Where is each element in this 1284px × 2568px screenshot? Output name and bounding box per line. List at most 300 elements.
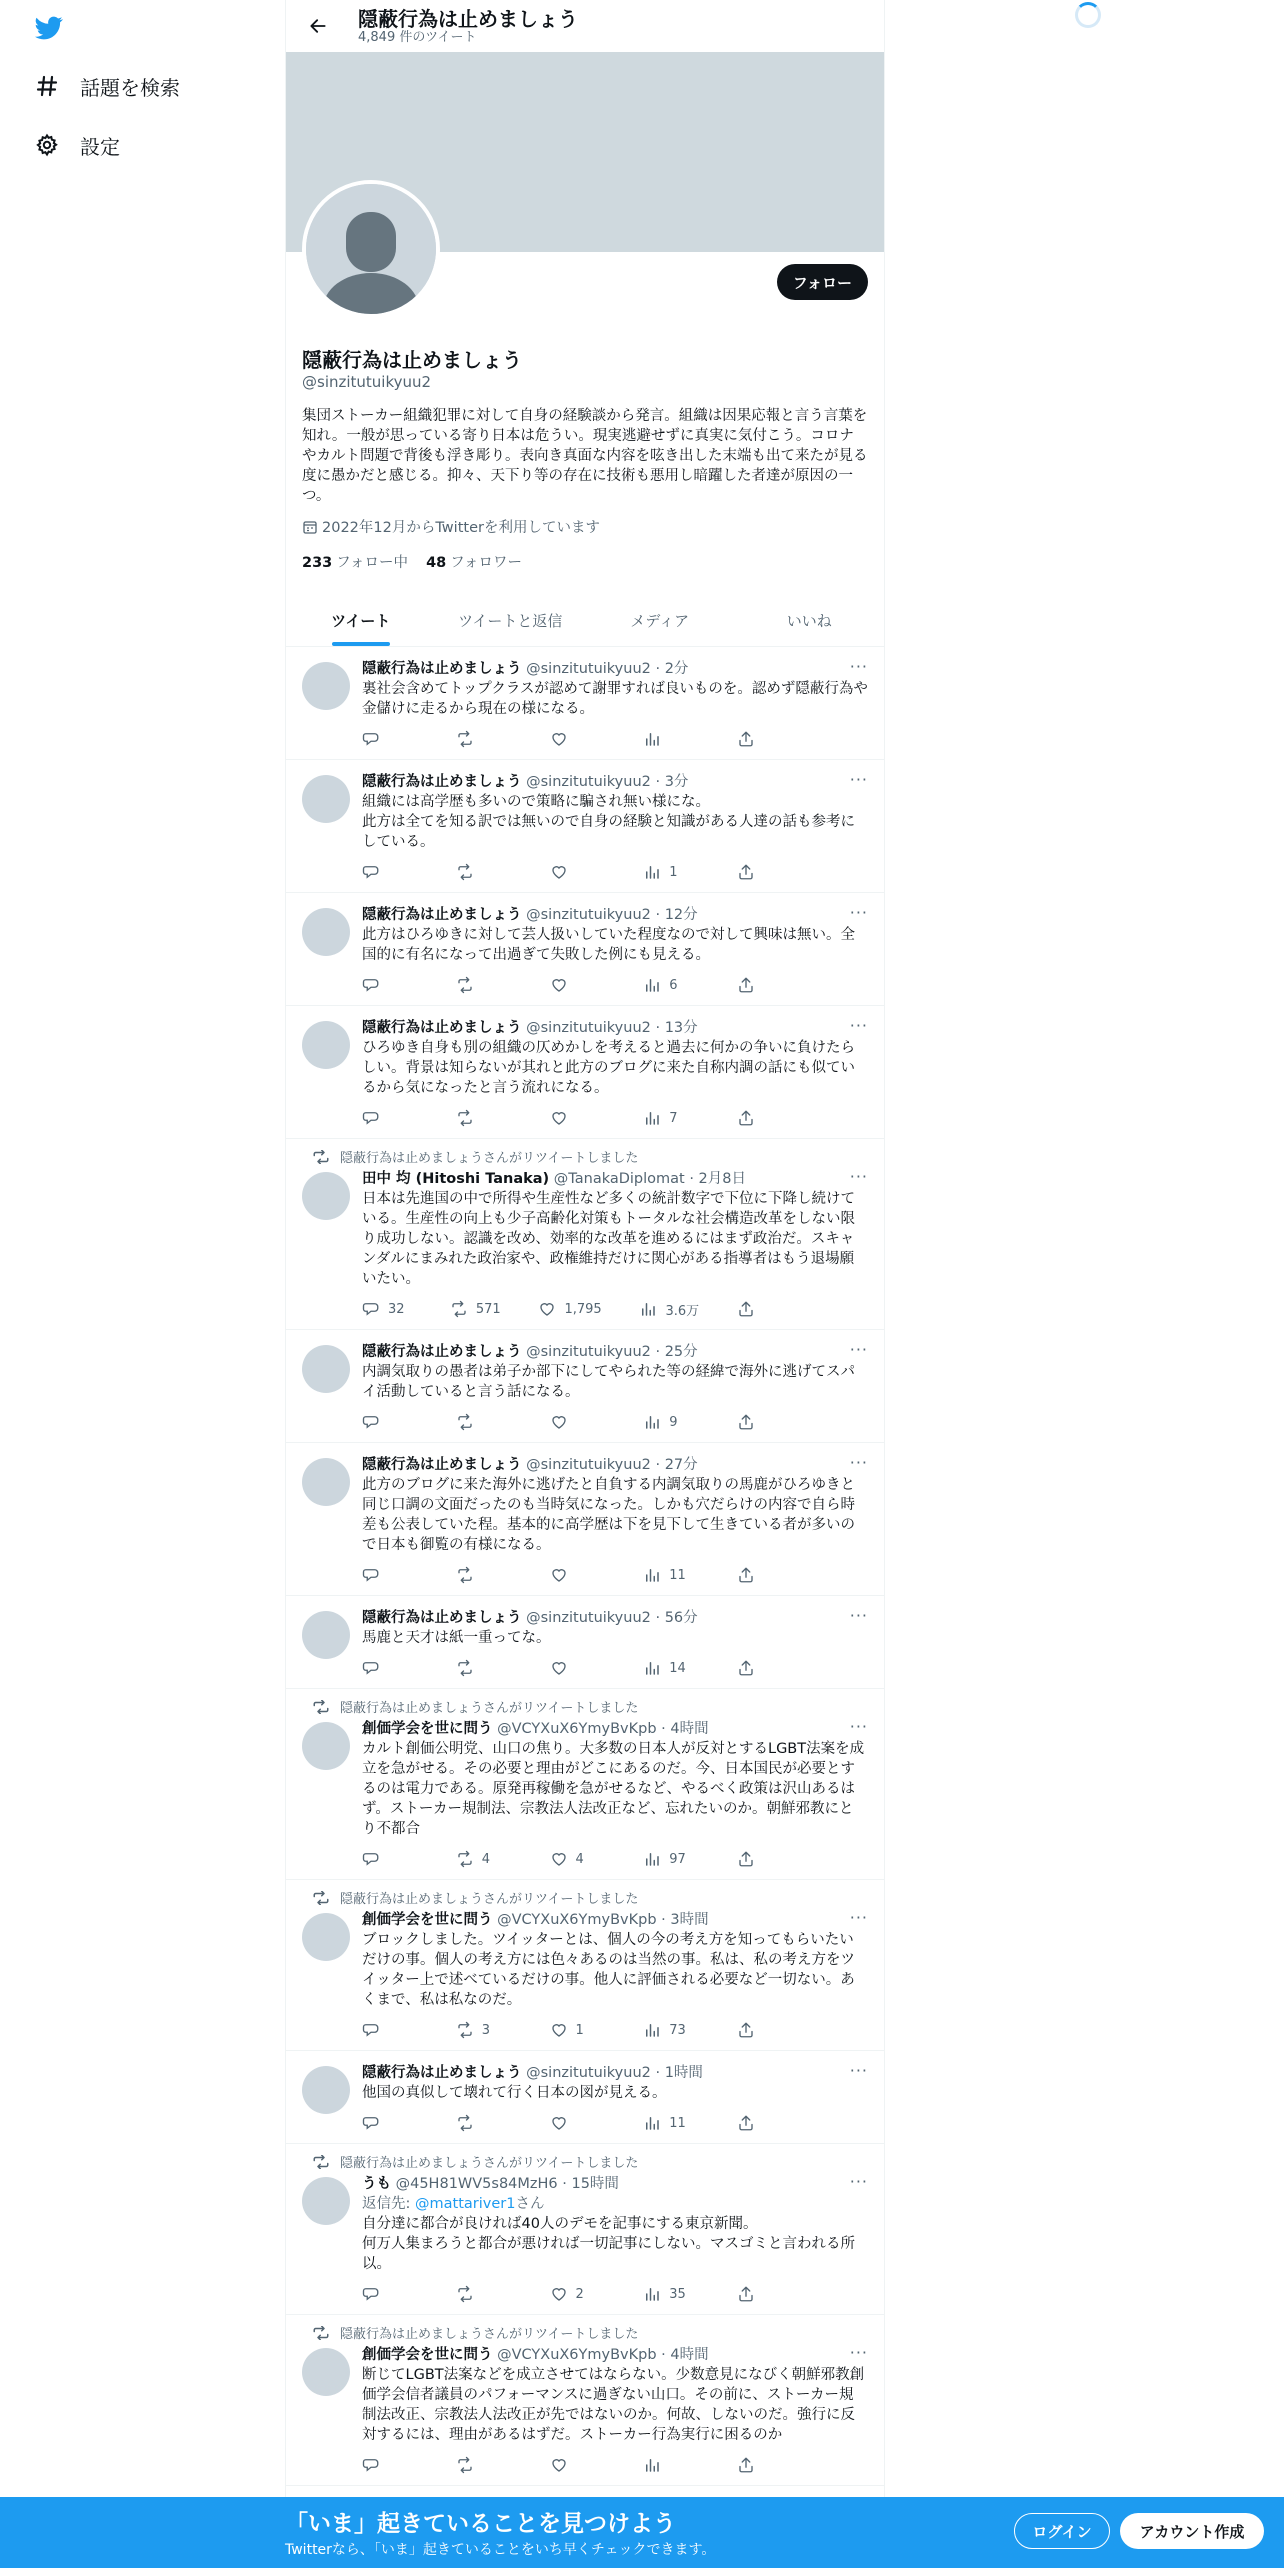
views-button[interactable] <box>643 1412 693 1432</box>
tweet[interactable] <box>286 647 884 760</box>
share-icon <box>737 1109 763 1127</box>
retweet-context <box>334 2323 638 2342</box>
retweet-button[interactable] <box>456 1658 506 1678</box>
reply-icon <box>362 730 388 748</box>
retweet-button[interactable] <box>456 2113 506 2133</box>
more-icon[interactable]: ··· <box>849 1908 868 1927</box>
retweet-button[interactable] <box>456 975 506 995</box>
more-icon[interactable]: ··· <box>849 2172 868 2191</box>
retweet-icon <box>456 2021 482 2039</box>
retweet-small-icon <box>312 2155 330 2169</box>
loading-spinner <box>1075 2 1101 28</box>
retweet-count: 4 <box>481 1851 491 1867</box>
retweet-small-icon <box>312 1150 330 1164</box>
tweet-author-name[interactable]: うも <box>362 2176 391 2192</box>
profile-name: 隠蔽行為は止めましょう <box>302 348 522 372</box>
tweet-author-name[interactable]: 隠蔽行為は止めましょう <box>362 1610 522 1626</box>
views-count: 9 <box>669 1414 678 1430</box>
tweet-avatar[interactable] <box>302 1345 350 1393</box>
like-button[interactable] <box>550 1849 600 1869</box>
reply-button[interactable] <box>362 2113 412 2133</box>
analytics-icon <box>639 1300 665 1318</box>
tweet-actions <box>362 729 787 749</box>
tweet-actions <box>362 2284 787 2304</box>
like-button[interactable] <box>550 1565 600 1585</box>
share-button[interactable] <box>737 975 787 995</box>
tweet-actions <box>362 2020 787 2040</box>
reply-button[interactable] <box>362 2284 412 2304</box>
retweet-context-text: 隠蔽行為は止めましょうさんがリツイートしました <box>340 2327 639 2342</box>
retweet-small-icon <box>312 1891 330 1905</box>
views-button[interactable] <box>643 1849 693 1869</box>
tweet[interactable] <box>286 1139 884 1330</box>
views-button[interactable] <box>643 2020 693 2040</box>
follow-button[interactable]: フォロー <box>777 264 868 300</box>
tweet-header <box>362 1342 868 1362</box>
reply-button[interactable] <box>362 1565 412 1585</box>
heart-icon <box>550 2456 576 2474</box>
tweet-meta[interactable]: @sinzitutuikyuu2 · 56分 <box>526 1610 698 1626</box>
more-icon[interactable]: ··· <box>849 1606 868 1625</box>
tweet-text: 自分達に都合が良ければ40人のデモを記事にする東京新聞。 何万人集まろうと都合が悪ければ一切記事にしない。マスゴミと言われる所以。 <box>362 2216 855 2272</box>
calendar-icon <box>302 519 318 535</box>
gear-icon <box>34 132 60 158</box>
share-icon <box>737 2456 763 2474</box>
like-button[interactable] <box>550 2020 600 2040</box>
reply-button[interactable] <box>362 2020 412 2040</box>
profile-info <box>286 348 884 572</box>
like-button[interactable] <box>550 1412 600 1432</box>
reply-button[interactable] <box>362 729 412 749</box>
reply-button[interactable] <box>362 975 412 995</box>
retweet-button[interactable] <box>456 1108 506 1128</box>
share-button[interactable] <box>737 862 787 882</box>
tweet-meta[interactable]: @sinzitutuikyuu2 · 25分 <box>526 1344 698 1360</box>
analytics-icon <box>643 730 669 748</box>
analytics-icon <box>643 976 669 994</box>
reply-icon <box>362 1659 388 1677</box>
heart-icon <box>550 976 576 994</box>
share-button[interactable] <box>737 2284 787 2304</box>
share-button[interactable] <box>737 1108 787 1128</box>
reply-icon <box>362 2114 388 2132</box>
reply-icon <box>362 976 388 994</box>
retweet-context-text: 隠蔽行為は止めましょうさんがリツイートしました <box>340 1701 639 1716</box>
share-icon <box>737 2285 763 2303</box>
tweet-avatar[interactable] <box>302 1722 350 1770</box>
tweet-avatar[interactable] <box>302 1458 350 1506</box>
tweet-text: 他国の真似して壊れて行く日本の図が見える。 <box>362 2085 667 2101</box>
tweet[interactable] <box>286 760 884 893</box>
reply-icon <box>362 2285 388 2303</box>
profile-joined-text: 2022年12月からTwitterを利用しています <box>322 520 600 536</box>
tweet-avatar[interactable] <box>302 2177 350 2225</box>
share-icon <box>737 1850 763 1868</box>
tweet-text: カルト創価公明党、山口の焦り。大多数の日本人が反対とするLGBT法案を成立を急がせる。その必要と理由がどこにあるのだ。今、日本国民が必要とするのは電力である。原発再稼働を急がせるなど、やるべく政策は沢山あるはず。ストーカー規制法、宗教法人法改正など、忘れたいのか。朝鮮邪教にとり不都合 <box>362 1741 865 1837</box>
tweet-text: ひろゆき自身も別の組織の仄めかしを考えると過去に何かの争いに負けたらしい。背景は知らないが其れと此方のブログに来た自称内調の話にも似ているから気になったと言う流れになる。 <box>362 1040 855 1096</box>
more-icon[interactable]: ··· <box>849 657 868 676</box>
profile-header-bar <box>286 0 884 52</box>
like-button[interactable] <box>550 1658 600 1678</box>
tweet-meta[interactable]: @TanakaDiplomat · 2月8日 <box>553 1171 746 1187</box>
reply-button[interactable] <box>362 1412 412 1432</box>
reply-icon <box>362 1413 388 1431</box>
tweet-author-name[interactable]: 隠蔽行為は止めましょう <box>362 1344 522 1360</box>
retweet-button[interactable] <box>456 1849 506 1869</box>
timeline <box>286 647 884 2486</box>
retweet-icon <box>456 1850 482 1868</box>
tweet-header <box>362 659 868 679</box>
views-button[interactable] <box>643 1565 693 1585</box>
heart-icon <box>550 1566 576 1584</box>
reply-icon <box>362 2021 388 2039</box>
tweet-text: 断じてLGBT法案などを成立させてはならない。少数意見になびく朝鮮邪教創価学会信者議員のパフォーマンスに過ぎない山口。その前に、ストーカー規制法改正、宗教法人法改正が先ではないのか。何故、しないのだ。強行に反対するには、理由があるはずだ。ストーカー行為実行に困るのか <box>362 2367 865 2443</box>
tweet-author-name[interactable]: 創価学会を世に問う <box>362 1721 493 1737</box>
reply-icon <box>362 863 388 881</box>
share-button[interactable] <box>737 2455 787 2475</box>
retweet-button[interactable] <box>456 1565 506 1585</box>
retweet-button[interactable] <box>456 2020 506 2040</box>
tweet-actions <box>362 862 787 882</box>
analytics-icon <box>643 1109 669 1127</box>
views-button[interactable] <box>643 2284 693 2304</box>
retweet-icon <box>456 1413 482 1431</box>
tweet-avatar[interactable] <box>302 908 350 956</box>
like-button[interactable] <box>550 862 600 882</box>
retweet-small-icon <box>312 2326 330 2340</box>
views-count: 73 <box>669 2022 686 2038</box>
retweet-icon <box>456 1109 482 1127</box>
header-tweet-count: 4,849 件のツイート <box>358 30 477 45</box>
nav-explore[interactable] <box>34 68 180 104</box>
like-count: 1,795 <box>564 1301 602 1317</box>
like-button[interactable] <box>550 975 600 995</box>
like-button[interactable] <box>550 2455 600 2475</box>
tweet-text: 組織には高学歴も多いので策略に騙され無い様にな。 此方は全てを知る訳では無いので自身の経験と知識がある人達の話も参考にしている。 <box>362 794 855 850</box>
retweet-icon <box>456 1659 482 1677</box>
followers-count: 48 <box>426 555 447 571</box>
tweet-author-name[interactable]: 創価学会を世に問う <box>362 1912 493 1928</box>
share-icon <box>737 1300 763 1318</box>
reply-icon <box>362 1300 388 1318</box>
share-icon <box>737 1413 763 1431</box>
tweet-text: 馬鹿と天才は紙一重ってな。 <box>362 1630 551 1646</box>
tweet-text: ブロックしました。ツイッターとは、個人の今の考え方を知ってもらいたいだけの事。個人の考え方には色々あるのは当然の事。私は、私の考え方をツイッター上で述べているだけの事。他人に評価される必要など一切ない。あくまで、私は私なのだ。 <box>362 1932 855 2008</box>
like-button[interactable] <box>550 2284 600 2304</box>
reply-button[interactable] <box>362 2455 412 2475</box>
tweet-author-name[interactable]: 隠蔽行為は止めましょう <box>362 774 522 790</box>
share-icon <box>737 863 763 881</box>
tweet-avatar[interactable] <box>302 1021 350 1069</box>
analytics-icon <box>643 1850 669 1868</box>
tab-tweets-replies[interactable]: ツイートと返信 <box>458 611 563 630</box>
analytics-icon <box>643 2021 669 2039</box>
like-button[interactable] <box>550 1108 600 1128</box>
tweet[interactable] <box>286 1689 884 1880</box>
tweet-header <box>362 1169 868 1189</box>
share-icon <box>737 2114 763 2132</box>
tweet-avatar[interactable] <box>302 1172 350 1220</box>
views-count: 97 <box>669 1851 686 1867</box>
tweet-meta[interactable]: @sinzitutuikyuu2 · 13分 <box>526 1020 698 1036</box>
views-button[interactable] <box>643 1658 693 1678</box>
tweet-avatar[interactable] <box>302 775 350 823</box>
tweet[interactable] <box>286 2315 884 2486</box>
retweet-context-text: 隠蔽行為は止めましょうさんがリツイートしました <box>340 1892 639 1907</box>
tweet-header <box>362 1910 868 1930</box>
reply-count: 32 <box>388 1301 405 1317</box>
heart-icon <box>550 2285 576 2303</box>
retweet-button[interactable] <box>450 1299 501 1319</box>
views-button[interactable] <box>643 2113 693 2133</box>
views-count: 14 <box>669 1660 686 1676</box>
signup-banner-subtitle: Twitterなら、「いま」起きていることをいち早くチェックできます。 <box>285 2542 716 2558</box>
twitter-bird-icon[interactable] <box>34 14 64 42</box>
tweet-header <box>362 772 868 792</box>
tab-media[interactable]: メディア <box>630 611 690 630</box>
following-label: フォロー中 <box>336 555 409 571</box>
heart-icon <box>550 1109 576 1127</box>
tweet[interactable] <box>286 893 884 1006</box>
tweet-meta[interactable]: @VCYXuX6YmyBvKpb · 4時間 <box>497 2347 709 2363</box>
tweet-actions <box>362 2455 787 2475</box>
views-count: 1 <box>669 864 678 880</box>
tweet-header <box>362 1455 868 1475</box>
share-icon <box>737 730 763 748</box>
share-icon <box>737 1659 763 1677</box>
share-button[interactable] <box>737 1849 787 1869</box>
following-link[interactable] <box>302 551 408 572</box>
tweet-actions <box>362 2113 787 2133</box>
tweet-header <box>362 905 868 925</box>
more-icon[interactable]: ··· <box>849 903 868 922</box>
tweet-header <box>362 2174 868 2194</box>
share-button[interactable] <box>737 729 787 749</box>
views-count: 6 <box>669 977 678 993</box>
views-button[interactable] <box>643 729 693 749</box>
share-button[interactable] <box>737 1299 787 1319</box>
heart-icon <box>550 2114 576 2132</box>
tweet[interactable] <box>286 1443 884 1596</box>
reply-button[interactable] <box>362 862 412 882</box>
main-column <box>285 0 885 2568</box>
retweet-count: 3 <box>481 2022 491 2038</box>
tweet-avatar[interactable] <box>302 2066 350 2114</box>
tweet[interactable] <box>286 1596 884 1689</box>
profile-counts <box>302 551 868 572</box>
profile-avatar[interactable] <box>302 180 440 318</box>
retweet-icon <box>450 1300 476 1318</box>
retweet-icon <box>456 2114 482 2132</box>
share-icon <box>737 976 763 994</box>
tweet-text: 此方はひろゆきに対して芸人扱いしていた程度なので対して興味は無い。全国的に有名になって出過ぎて失敗した例にも見える。 <box>362 927 855 963</box>
retweet-button[interactable] <box>456 2284 506 2304</box>
tweet-meta[interactable]: @VCYXuX6YmyBvKpb · 4時間 <box>497 1721 709 1737</box>
tweet-author-name[interactable]: 隠蔽行為は止めましょう <box>362 661 522 677</box>
following-count: 233 <box>302 555 333 571</box>
tweet-meta[interactable]: @45H81WV5s84MzH6 · 15時間 <box>395 2176 619 2192</box>
tweet-author-name[interactable]: 隠蔽行為は止めましょう <box>362 1457 522 1473</box>
tab-tweets[interactable]: ツイート <box>286 594 436 646</box>
more-icon[interactable]: ··· <box>849 1453 868 1472</box>
login-button[interactable]: ログイン <box>1014 2513 1110 2549</box>
more-icon[interactable]: ··· <box>849 1167 868 1186</box>
tab-likes[interactable]: いいね <box>786 611 832 630</box>
views-button[interactable] <box>643 862 693 882</box>
tweet-actions <box>362 1412 787 1432</box>
tweet-header <box>362 1018 868 1038</box>
more-icon[interactable]: ··· <box>849 1340 868 1359</box>
reply-button[interactable] <box>362 1108 412 1128</box>
heart-icon <box>550 1659 576 1677</box>
more-icon[interactable]: ··· <box>849 770 868 789</box>
tweet-actions <box>362 1565 787 1585</box>
views-count: 11 <box>669 2115 686 2131</box>
like-button[interactable] <box>550 729 600 749</box>
tweet-meta[interactable]: @sinzitutuikyuu2 · 27分 <box>526 1457 698 1473</box>
like-button[interactable] <box>538 1299 601 1319</box>
header-title: 隠蔽行為は止めましょう <box>358 7 578 31</box>
retweet-button[interactable] <box>456 862 506 882</box>
tweet-author-name[interactable]: 隠蔽行為は止めましょう <box>362 907 522 923</box>
tweet[interactable] <box>286 1006 884 1139</box>
retweet-count: 571 <box>475 1301 501 1317</box>
reply-to-link[interactable]: @mattariver1 <box>415 2196 516 2212</box>
retweet-button[interactable] <box>456 1412 506 1432</box>
tweet-author-name[interactable]: 創価学会を世に問う <box>362 2347 493 2363</box>
tweet-header <box>362 2063 868 2083</box>
analytics-icon <box>643 1413 669 1431</box>
tweet-meta[interactable]: @sinzitutuikyuu2 · 2分 <box>526 661 689 677</box>
tweet[interactable] <box>286 1880 884 2051</box>
analytics-icon <box>643 2285 669 2303</box>
analytics-icon <box>643 1566 669 1584</box>
share-button[interactable] <box>737 2113 787 2133</box>
profile-tabs <box>286 594 884 647</box>
heart-icon <box>550 863 576 881</box>
followers-link[interactable] <box>426 551 522 572</box>
reply-button[interactable] <box>362 1849 412 1869</box>
retweet-icon <box>456 2285 482 2303</box>
reply-button[interactable] <box>362 1658 412 1678</box>
like-count: 2 <box>575 2286 584 2302</box>
tweet-author-name[interactable]: 隠蔽行為は止めましょう <box>362 2065 522 2081</box>
tweet-avatar[interactable] <box>302 2348 350 2396</box>
analytics-icon <box>643 2456 669 2474</box>
more-icon[interactable]: ··· <box>849 1717 868 1736</box>
retweet-context <box>334 1697 638 1716</box>
share-button[interactable] <box>737 2020 787 2040</box>
profile-bio: 集団ストーカー組織犯罪に対して自身の経験談から発言。組織は因果応報と言う言葉を知れ。一般が思っている寄り日本は危うい。現実逃避せずに真実に気付こう。コロナやカルト問題で背後も浮き彫り。表向き真面な内容を呟き出した末端も出て来たが見る度に愚かだと感じる。抑々、天下り等の存在に技術も悪用し暗躍した者達が原因の一つ。 <box>302 408 868 504</box>
tweet-actions <box>362 1299 787 1319</box>
analytics-icon <box>643 1659 669 1677</box>
reply-icon <box>362 1109 388 1127</box>
retweet-small-icon <box>312 1700 330 1714</box>
views-count: 11 <box>669 1567 686 1583</box>
tweet-text: 内調気取りの愚者は弟子か部下にしてやられた等の経緯で海外に逃げてスパイ活動していると言う話になる。 <box>362 1364 855 1400</box>
share-button[interactable] <box>737 1565 787 1585</box>
tweet-meta[interactable]: @VCYXuX6YmyBvKpb · 3時間 <box>497 1912 709 1928</box>
tweet-text: 裏社会含めてトップクラスが認めて謝罪すれば良いものを。認めず隠蔽行為や金儲けに走るから現在の様になる。 <box>362 681 868 717</box>
retweet-context <box>334 1888 638 1907</box>
tweet-header <box>362 1608 868 1628</box>
tweet-avatar[interactable] <box>302 662 350 710</box>
share-button[interactable] <box>737 1658 787 1678</box>
tweet-actions <box>362 975 787 995</box>
analytics-icon <box>643 863 669 881</box>
hashtag-icon <box>34 73 60 99</box>
retweet-button[interactable] <box>456 729 506 749</box>
retweet-context-text: 隠蔽行為は止めましょうさんがリツイートしました <box>340 1151 639 1166</box>
retweet-context-text: 隠蔽行為は止めましょうさんがリツイートしました <box>340 2156 639 2171</box>
tweet-meta[interactable]: @sinzitutuikyuu2 · 12分 <box>526 907 698 923</box>
tweet-avatar[interactable] <box>302 1611 350 1659</box>
tweet[interactable] <box>286 1330 884 1443</box>
tweet[interactable] <box>286 2144 884 2315</box>
back-arrow-icon[interactable] <box>300 8 336 44</box>
tweet[interactable] <box>286 2051 884 2144</box>
nav-settings[interactable] <box>34 127 120 163</box>
reply-icon <box>362 1566 388 1584</box>
more-icon[interactable]: ··· <box>849 2061 868 2080</box>
views-button[interactable] <box>643 975 693 995</box>
more-icon[interactable]: ··· <box>849 1016 868 1035</box>
like-count: 1 <box>575 2022 584 2038</box>
reply-icon <box>362 2456 388 2474</box>
tweet-text: 此方のブログに来た海外に逃げたと自負する内調気取りの馬鹿がひろゆきと同じ口調の文面だったのも当時気になった。しかも穴だらけの内容で自ら時差も公表していた程。基本的に高学歴は下を見下して生きている者が多いので日本も御覧の有様になる。 <box>362 1477 855 1553</box>
views-button[interactable] <box>639 1299 699 1319</box>
signup-button[interactable]: アカウント作成 <box>1120 2513 1264 2549</box>
tweet-avatar[interactable] <box>302 1913 350 1961</box>
profile-joined <box>302 516 868 537</box>
views-button[interactable] <box>643 2455 693 2475</box>
views-count: 35 <box>669 2286 686 2302</box>
like-button[interactable] <box>550 2113 600 2133</box>
heart-icon <box>550 2021 576 2039</box>
heart-icon <box>538 1300 564 1318</box>
tweet-meta[interactable]: @sinzitutuikyuu2 · 3分 <box>526 774 689 790</box>
tweet-author-name[interactable]: 田中 均 (Hitoshi Tanaka) <box>362 1171 550 1187</box>
tweet-actions <box>362 1108 787 1128</box>
reply-icon <box>362 1850 388 1868</box>
share-button[interactable] <box>737 1412 787 1432</box>
profile-top <box>286 252 884 342</box>
heart-icon <box>550 1850 576 1868</box>
retweet-icon <box>456 976 482 994</box>
reply-to-suffix: さん <box>515 2196 545 2212</box>
heart-icon <box>550 730 576 748</box>
retweet-icon <box>456 2456 482 2474</box>
retweet-context <box>334 2152 638 2171</box>
views-count: 3.6万 <box>665 1303 700 1319</box>
views-button[interactable] <box>643 1108 693 1128</box>
more-icon[interactable]: ··· <box>849 2343 868 2362</box>
tweet-header <box>362 2345 868 2365</box>
reply-to <box>362 2194 868 2214</box>
views-count: 7 <box>669 1110 678 1126</box>
share-icon <box>737 1566 763 1584</box>
retweet-icon <box>456 730 482 748</box>
tweet-author-name[interactable]: 隠蔽行為は止めましょう <box>362 1020 522 1036</box>
profile-handle: @sinzitutuikyuu2 <box>302 373 432 391</box>
retweet-button[interactable] <box>456 2455 506 2475</box>
signup-banner-title: 「いま」起きていることを見つけよう <box>285 2511 676 2537</box>
share-icon <box>737 2021 763 2039</box>
reply-button[interactable] <box>362 1299 412 1319</box>
nav-explore-label: 話題を検索 <box>80 75 180 100</box>
nav-settings-label: 設定 <box>80 134 120 159</box>
tweet-meta[interactable]: @sinzitutuikyuu2 · 1時間 <box>526 2065 703 2081</box>
